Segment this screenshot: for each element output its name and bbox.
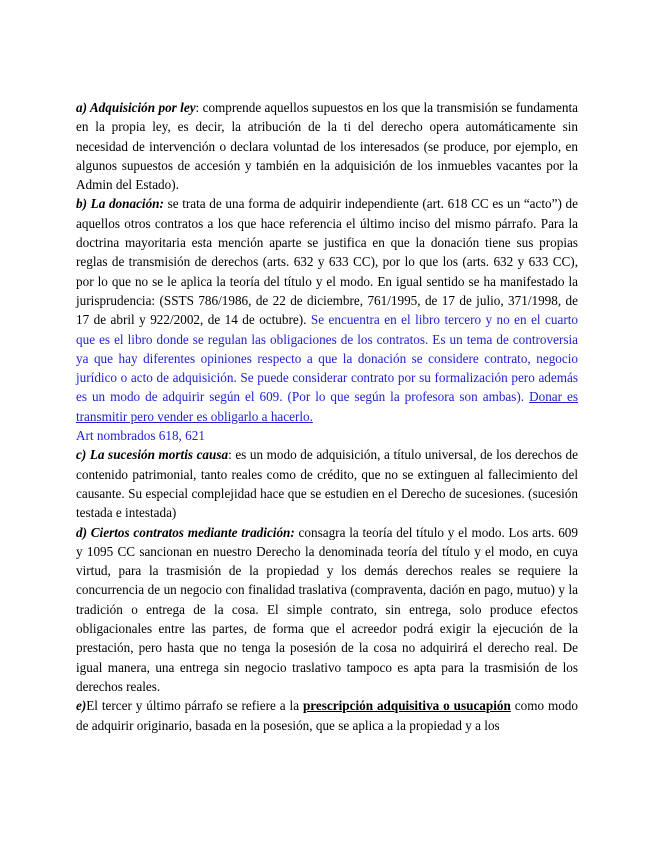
heading-a: a) Adquisición por ley [76,100,196,115]
heading-b: b) La donación: [76,196,164,212]
note-b: Se encuentra en el libro tercero y no en el cuarto que es el libro donde se regulan las obligaciones de los contratos. Es un tema de controversia ya que hay diferentes opiniones respecto a que la donación se considere contrato, negocio jurídico o acto de adquisición. Se puede considerar contrato por su formalización pero además es un modo de adquirir según el 609. (Por lo que según la profesora son ambas). [76,312,578,405]
document-page [76,98,578,735]
paragraph-e [76,696,578,735]
text-c: : es un modo de adquisición, a título universal, de los derechos de contenido patrimonial, tanto reales como de crédito, que no se extinguen al fallecimiento del causante. Su especial complejidad hace que se estudien en el Derecho de sucesiones. (sucesión testada e intestada) [76,447,578,521]
paragraph-b [76,194,578,426]
highlight-usucapion: prescripción adquisitiva o usucapión [302,698,511,714]
paragraph-a [76,98,578,194]
text-d: consagra la teoría del título y el modo. Los arts. 609 y 1095 CC sancionan en nuestro Derecho la denominada teoría del título y el modo, en cuya virtud, para la trasmisión de la propiedad y los demás derechos reales se requiere la concurrencia de un negocio con finalidad traslativa (compraventa, dación en pago, mutuo) y la tradición o entrega de la cosa. El simple contrato, sin entrega, solo produce efectos obligacionales entre las partes, de forma que el acreedor podrá exigir la ejecución de la prestación, pero hasta que no tenga la posesión de la cosa no adquirirá el derecho real. De igual manera, una entrega sin negocio traslativo tampoco es apta para la trasmisión de los derechos reales. [76,524,578,694]
heading-c: c) La sucesión mortis causa [76,447,229,463]
paragraph-d [76,523,578,697]
text-b: se trata de una forma de adquirir independiente (art. 618 CC es un “acto”) de aquellos otros contratos a los que hace referencia el último inciso del mismo párrafo. Para la doctrina mayoritaria esta mención aparte se justifica en que la donación tiene sus propias reglas de transmisión de derechos (arts. 632 y 633 CC), por lo que los (arts. 632 y 633 CC), por lo que no se le aplica la teoría del título y el modo. En igual sentido se ha manifestado la jurisprudencia: (SSTS 786/1986, de 22 de diciembre, 761/1995, de 17 de julio, 371/1998, de 17 de abril y 922/2002, de 14 de octubre). [76,196,578,328]
paragraph-c [76,445,578,522]
note-b-underlined: Donar es transmitir pero vender es obligarlo a hacerlo. [76,389,578,424]
text-e-before: El tercer y último párrafo se refiere a la [86,698,303,714]
heading-d: d) Ciertos contratos mediante tradición: [76,524,295,540]
text-e-after: como modo de adquirir originario, basada en la posesión, que se aplica a la propiedad y a los [76,698,578,733]
text-a: : comprende aquellos supuestos en los que la transmisión se fundamenta en la propia ley, es decir, la atribución de la ti del derecho opera automáticamente sin necesidad de intervención o declara voluntad de los interesados (se produce, por ejemplo, en algunos supuestos de accesión y también en la adquisición de los inmuebles vacantes por la Admin del Estado). [76,100,578,193]
articles-note: Art nombrados 618, 621 [76,428,205,444]
heading-e: e) [76,698,87,714]
